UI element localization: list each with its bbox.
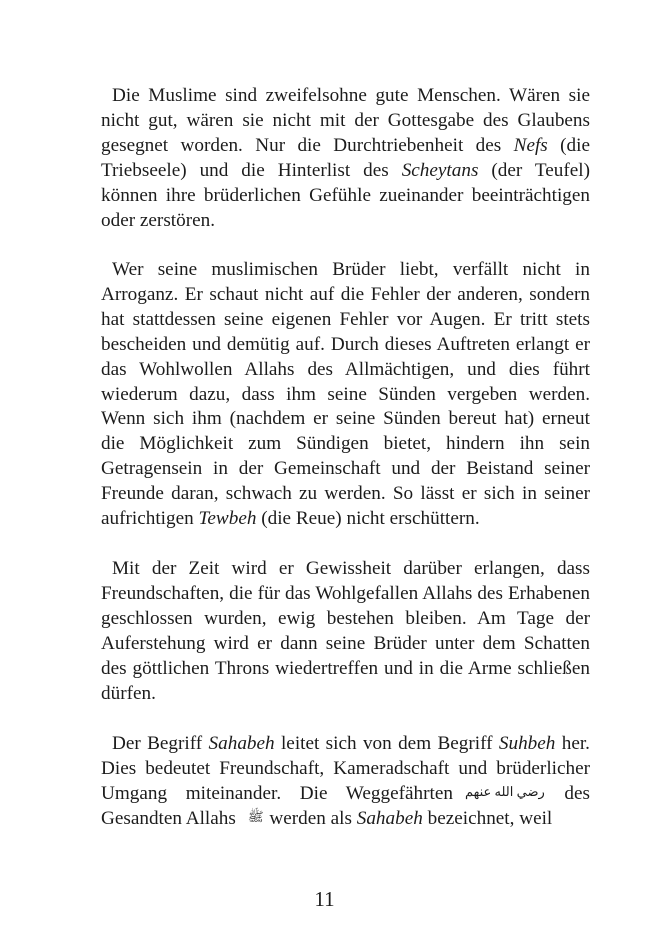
sallallahu-alayhi-wasallam-honorific: ﷺ [247, 808, 264, 824]
term-nefs: Nefs [513, 134, 548, 156]
paragraph-4-text-4: des Gesandten Allahs [101, 782, 591, 829]
paragraph-4 [101, 732, 590, 832]
radiyallahu-anhum-honorific: رضي الله عنهم [464, 783, 545, 799]
term-scheytans: Scheytans [401, 159, 479, 181]
paragraph-2-text-2: (die Reue) nicht erschüttern. [256, 508, 480, 530]
paragraph-1 [101, 84, 590, 233]
term-tewbeh: Tewbeh [198, 508, 257, 530]
paragraph-1-text-1: Die Muslime sind zweifelsohne gute Menschen. Wären sie nicht gut, wären sie nicht mit der Gottesgabe des Glaubens gesegnet worden. Nur die Durchtriebenheit des [101, 85, 590, 156]
paragraph-4-text-6: bezeichnet, weil [422, 807, 553, 829]
paragraph-2-text-1: Wer seine muslimischen Brüder liebt, verfällt nicht in Arroganz. Er schaut nicht auf die Fehler der anderen, sondern hat stattdessen seine eigenen Fehler vor Augen. Er tritt stets bescheiden und demütig auf. Durch dieses Auftreten erlangt er das Wohlwollen Allahs des Allmächtigen, und dies führt wiederum dazu, dass ihm seine Sünden vergeben werden. Wenn sich ihm (nachdem er seine Sünden bereut hat) erneut die Möglichkeit zum Sündigen bietet, hindern ihn sein Getragensein in der Gemeinschaft und der Beistand seiner Freunde daran, schwach zu werden. So lässt er sich in seiner aufrichtigen [101, 259, 590, 530]
paragraph-4-text-3: her. Dies bedeutet Freundschaft, Kameradschaft und brüderlicher Umgang miteinander. Die Weggefährten [101, 733, 590, 804]
term-sahabeh-2: Sahabeh [356, 807, 423, 829]
term-sahabeh: Sahabeh [208, 733, 275, 754]
paragraph-3-text-1: Mit der Zeit wird er Gewissheit darüber erlangen, dass Freundschaften, die für das Wohlgefallen Allahs des Erhabenen geschlossen wurden, ewig bestehen bleiben. Am Tage der Auferstehung wird er dann seine Brüder unter dem Schatten des göttlichen Throns wiedertreffen und in die Arme schließen dürfen. [101, 558, 590, 704]
term-suhbeh: Suhbeh [498, 733, 556, 754]
paragraph-4-text-1: Der Begriff [112, 733, 209, 754]
paragraph-3 [101, 557, 590, 706]
page-number: 11 [314, 887, 335, 911]
paragraph-4-text-5: werden als [264, 807, 357, 829]
paragraph-1-text-2: (die Triebseele) und die Hinterlist des [101, 134, 590, 181]
paragraph-4-text-2: leitet sich von dem Begriff [274, 733, 499, 754]
paragraph-2 [101, 258, 590, 532]
paragraph-1-text-3: (der Teufel) können ihre brüderlichen Gefühle zueinander beeinträchtigen oder zerstören. [101, 159, 590, 231]
